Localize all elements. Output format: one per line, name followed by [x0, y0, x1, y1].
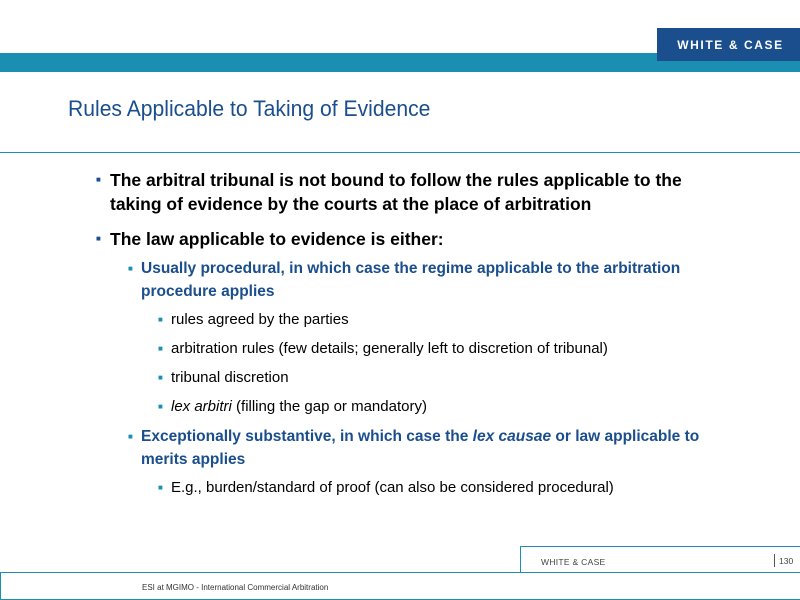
- footer-edge-rule: [0, 572, 1, 600]
- bullet-burden-of-proof: [158, 477, 718, 499]
- bullet-text: The law applicable to evidence is either:: [110, 229, 444, 249]
- bullet-tribunal-not-bound: [96, 168, 736, 216]
- square-bullet-icon: ■: [158, 373, 163, 382]
- slide-title: Rules Applicable to Taking of Evidence: [68, 96, 431, 121]
- square-bullet-icon: ■: [158, 402, 163, 411]
- square-bullet-icon: ■: [96, 175, 101, 184]
- substantive-post: or law applicable to merits applies: [141, 428, 700, 468]
- bullet-text: Usually procedural, in which case the regime applicable to the arbitration procedure applies: [141, 260, 681, 300]
- bullet-law-applicable: [96, 227, 736, 251]
- title-divider: [0, 152, 800, 153]
- bullet-text: E.g., burden/standard of proof (can also be considered procedural): [171, 479, 614, 496]
- bullet-text: [128, 425, 728, 471]
- logo-text: WHITE & CASE: [677, 37, 784, 52]
- bullet-rules-agreed: [158, 309, 718, 331]
- bullet-tribunal-discretion: [158, 367, 718, 389]
- page-number: 130: [779, 556, 794, 566]
- page-number-separator: [774, 554, 775, 567]
- square-bullet-icon: ■: [128, 432, 133, 441]
- square-bullet-icon: ■: [158, 483, 163, 492]
- bullet-exceptionally-substantive: [128, 425, 728, 471]
- square-bullet-icon: ■: [96, 234, 101, 243]
- footer-mid-rule: [0, 572, 800, 573]
- footer-corner-rule: [520, 546, 521, 572]
- bullet-lex-arbitri: [158, 396, 718, 418]
- footer-brand: WHITE & CASE: [541, 557, 606, 567]
- square-bullet-icon: ■: [158, 315, 163, 324]
- white-case-logo: [657, 28, 800, 61]
- footer-top-rule: [520, 546, 800, 547]
- lex-arbitri-rest: (filling the gap or mandatory): [231, 398, 427, 415]
- lex-causae-term: lex causae: [472, 428, 552, 445]
- bullet-text: The arbitral tribunal is not bound to follow the rules applicable to the taking of evidence by the courts at the place of arbitration: [110, 170, 682, 214]
- square-bullet-icon: ■: [158, 344, 163, 353]
- substantive-pre: Exceptionally substantive, in which case the: [141, 428, 473, 445]
- square-bullet-icon: ■: [128, 264, 133, 273]
- lex-arbitri-term: lex arbitri: [171, 398, 232, 415]
- bullet-text: arbitration rules (few details; generally left to discretion of tribunal): [171, 340, 608, 357]
- bullet-text: rules agreed by the parties: [171, 311, 349, 328]
- footer-caption: ESI at MGIMO - International Commercial Arbitration: [142, 583, 329, 592]
- bullet-text: [158, 396, 427, 418]
- bullet-usually-procedural: [128, 257, 728, 303]
- bullet-arbitration-rules: [158, 338, 718, 360]
- bullet-text: tribunal discretion: [171, 369, 289, 386]
